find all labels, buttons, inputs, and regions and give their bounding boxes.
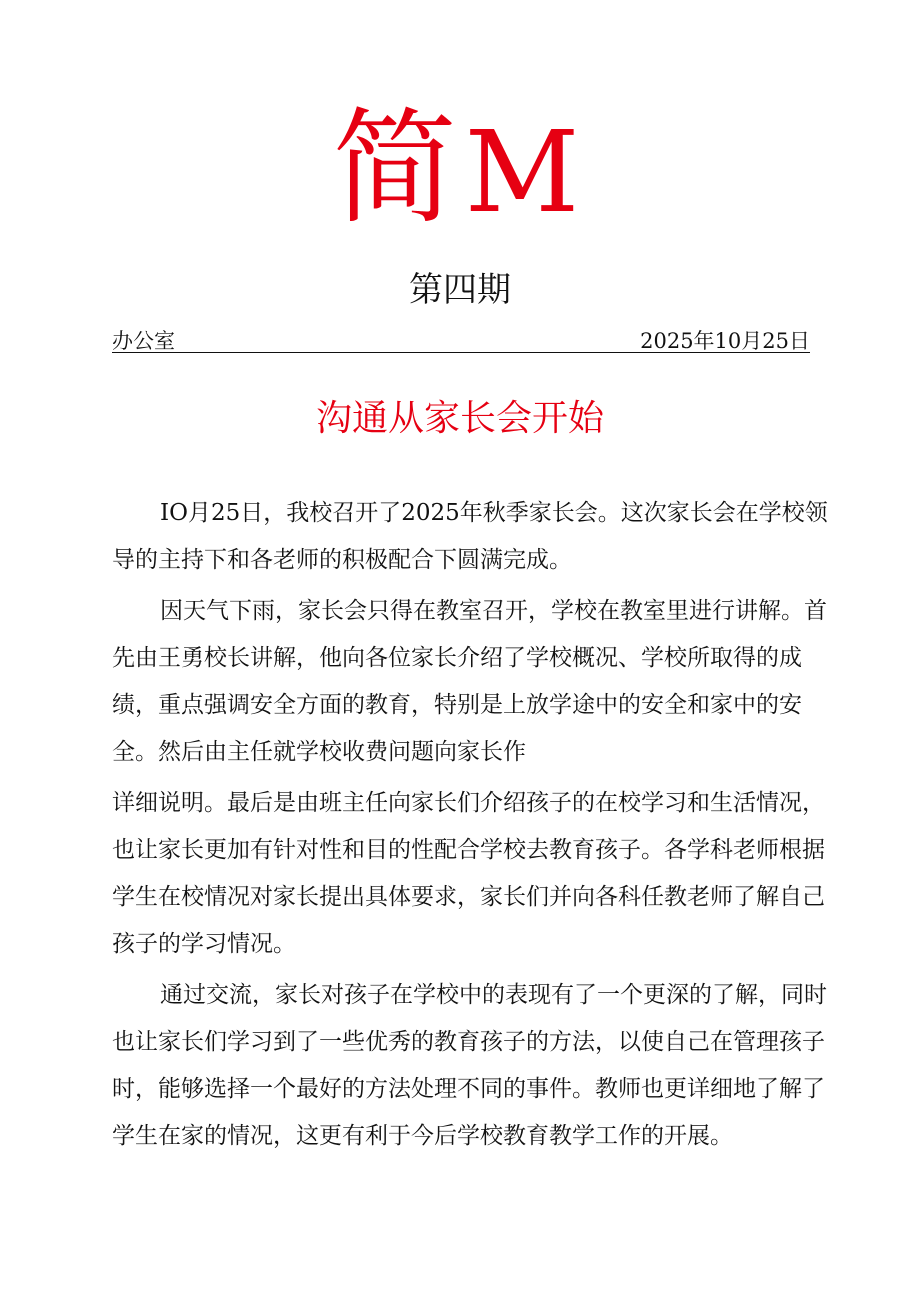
issue-date: 2025年10月25日 bbox=[640, 329, 810, 353]
info-line bbox=[112, 326, 810, 353]
paragraph-2: 因天气下雨，家长会只得在教室召开，学校在教室里进行讲解。首先由王勇校长讲解，他向各位家长介绍了学校概况、学校所取得的成绩，重点强调安全方面的教育，特别是上放学途中的安全和家中的安全。然后由主任就学校收费问题向家长作 bbox=[112, 598, 827, 765]
paragraph-4: 通过交流，家长对孩子在学校中的表现有了一个更深的了解，同时也让家长们学习到了一些优秀的教育孩子的方法，以使自己在管理孩子时，能够选择一个最好的方法处理不同的事件。教师也更详细地了解了学生在家的情况，这更有利于今后学校教育教学工作的开展。 bbox=[112, 982, 827, 1149]
masthead-char-m: M bbox=[464, 108, 588, 238]
article-body bbox=[112, 490, 832, 1160]
masthead-char-jian: 简 bbox=[332, 101, 465, 238]
paragraph-1: IO月25日，我校召开了2025年秋季家长会。这次家长会在学校领导的主持下和各老师的积极配合下圆满完成。 bbox=[112, 500, 828, 573]
office-label: 办公室 bbox=[112, 329, 175, 353]
issue-number: 第四期 bbox=[409, 270, 511, 310]
newsletter-masthead bbox=[0, 100, 920, 243]
paragraph-3: 详细说明。最后是由班主任向家长们介绍孩子的在校学习和生活情况，也让家长更加有针对性和目的性配合学校去教育孩子。各学科老师根据学生在校情况对家长提出具体要求，家长们并向各科任教老师了解自己孩子的学习情况。 bbox=[112, 790, 825, 957]
article-headline: 沟通从家长会开始 bbox=[315, 398, 604, 439]
